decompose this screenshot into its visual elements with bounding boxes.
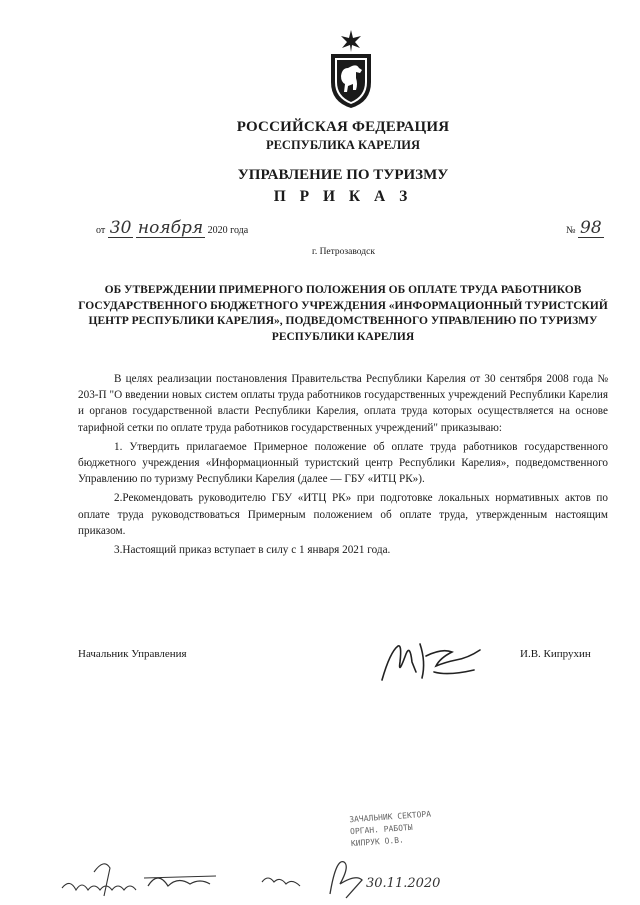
date-year: 2020 года [207,225,249,236]
handwritten-signature-icon [376,632,486,688]
stamp-line-1: ЗАЧАЛЬНИК СЕКТОРА [348,809,432,825]
number-value: 98 [580,218,602,238]
document-title: ОБ УТВЕРЖДЕНИИ ПРИМЕРНОГО ПОЛОЖЕНИЯ ОБ ОПЛАТЕ ТРУДА РАБОТНИКОВ ГОСУДАРСТВЕННОГО БЮДЖЕТНОГО УЧРЕЖДЕНИЯ «ИНФОРМАЦИОННЫЙ ТУРИСТСКИЙ ЦЕНТР РЕСПУБЛИКИ КАРЕЛИЯ», ПОДВЕДОМСТВЕННОГО УПРАВЛЕНИЮ ПО ТУРИЗМУ РЕСПУБЛИКИ КАРЕЛИЯ [78,284,608,343]
header-department: УПРАВЛЕНИЕ ПО ТУРИЗМУ [237,167,449,183]
order-date [96,218,249,238]
order-number [566,218,604,238]
date-day: 30 [109,218,132,238]
number-prefix: № [566,225,576,236]
order-city: г. Петрозаводск [312,247,375,257]
paragraph-1: 1. Утвердить прилагаемое Примерное положение об оплате труда работников государственного бюджетного учреждения «Информационный туристский центр Республики Карелия», подведомственного Управлению по туризму Республики Карелия (далее — ГБУ «ИТЦ РК»). [78,440,608,486]
header-republic: РЕСПУБЛИКА КАРЕЛИЯ [265,138,421,152]
document-body [78,371,608,561]
approval-signatures-icon [60,852,520,902]
paragraph-3: 3.Настоящий приказ вступает в силу с 1 января 2021 года. [114,544,391,557]
paragraph-2: 2.Рекомендовать руководителю ГБУ «ИТЦ РК» при подготовке локальных нормативных актов по оплате труда руководствоваться Примерным положением об оплате труда, утвержденным настоящим приказом. [78,492,608,537]
signer-name: И.В. Кипрухин [520,648,591,660]
stamp-line-3: КИПРУК О.В. [350,835,405,849]
header-country: РОССИЙСКАЯ ФЕДЕРАЦИЯ [236,119,450,135]
date-prefix: от [96,225,106,236]
karelia-coat-of-arms-icon [328,30,374,108]
date-month: ноября [137,218,204,238]
paragraph-intro: В целях реализации постановления Правительства Республики Карелия от 30 сентября 2008 года № 203-П "О введении новых систем оплаты труда работников государственных учреждений Республики Карелия и органов государственной власти Республики Карелия, оплата труда которых осуществляется на основе тарифной сетки по оплате труда работников государственных учреждений" приказываю: [78,373,608,434]
signer-role: Начальник Управления [78,648,187,660]
stamp-date: 30.11.2020 [366,876,441,891]
approval-stamp [349,806,471,850]
header-order: П Р И К А З [273,188,413,205]
stamp-line-2: ОРГАН. РАБОТЫ [349,822,413,837]
